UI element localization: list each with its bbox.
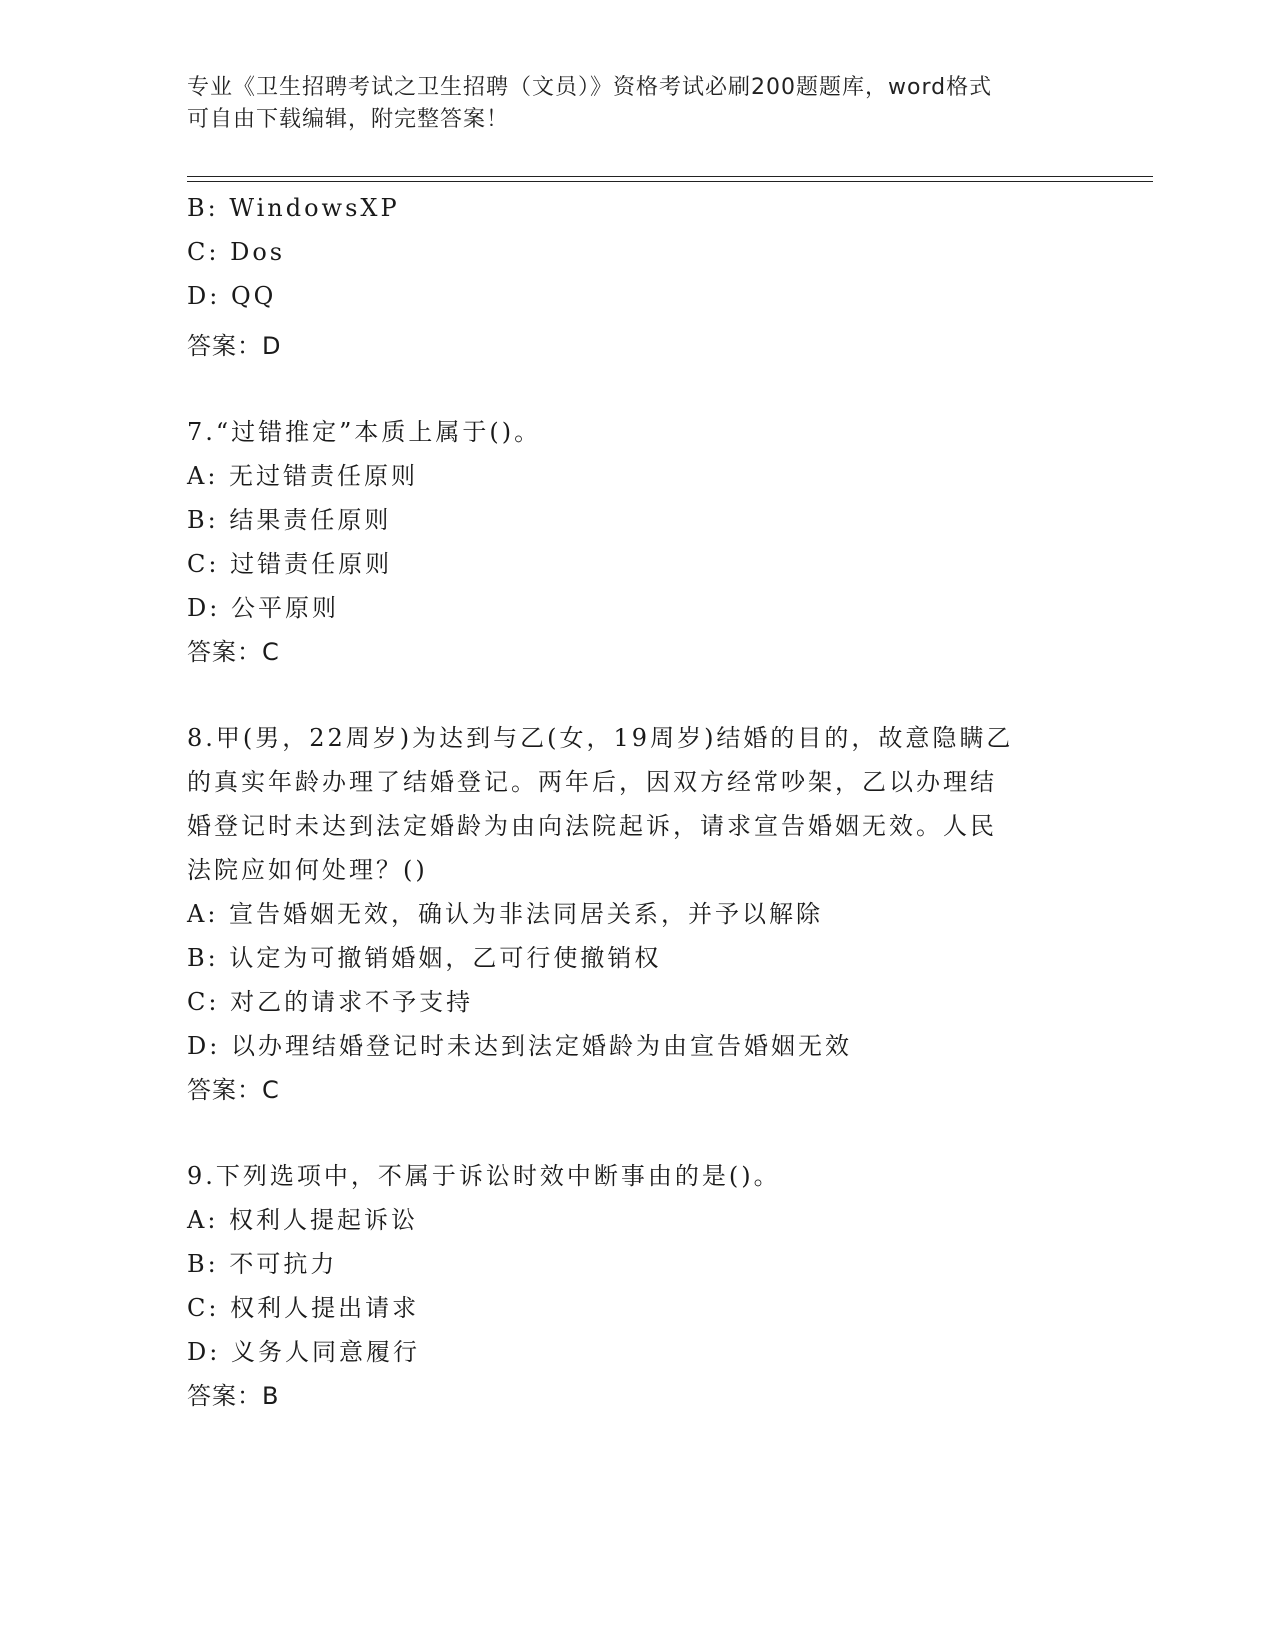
q8-stem-line-4: 法院应如何处理？() bbox=[187, 856, 428, 884]
q7-option-a: A: 无过错责任原则 bbox=[187, 462, 419, 490]
q9-answer: 答案：B bbox=[187, 1382, 280, 1410]
q9-option-c: C: 权利人提出请求 bbox=[187, 1294, 420, 1322]
q7-option-b: B: 结果责任原则 bbox=[187, 506, 392, 534]
q9-option-d: D: 义务人同意履行 bbox=[187, 1338, 420, 1366]
q8-stem-line-1: 8.甲(男，22周岁)为达到与乙(女，19周岁)结婚的目的，故意隐瞒乙 bbox=[187, 724, 1014, 752]
prev-option-b: B: WindowsXP bbox=[187, 194, 400, 222]
q9-option-b: B: 不可抗力 bbox=[187, 1250, 338, 1278]
q8-option-b: B: 认定为可撤销婚姻，乙可行使撤销权 bbox=[187, 944, 662, 972]
header-divider-bottom bbox=[187, 181, 1153, 182]
q7-option-c: C: 过错责任原则 bbox=[187, 550, 393, 578]
q8-option-d: D: 以办理结婚登记时未达到法定婚龄为由宣告婚姻无效 bbox=[187, 1032, 852, 1060]
q8-option-a: A: 宣告婚姻无效，确认为非法同居关系，并予以解除 bbox=[187, 900, 824, 928]
prev-answer: 答案：D bbox=[187, 332, 282, 360]
q9-option-a: A: 权利人提起诉讼 bbox=[187, 1206, 419, 1234]
q7-option-d: D: 公平原则 bbox=[187, 594, 339, 622]
q8-answer: 答案：C bbox=[187, 1076, 280, 1104]
prev-option-d: D: QQ bbox=[187, 282, 277, 310]
prev-option-c: C: Dos bbox=[187, 238, 286, 266]
q8-option-c: C: 对乙的请求不予支持 bbox=[187, 988, 474, 1016]
q9-stem: 9.下列选项中，不属于诉讼时效中断事由的是()。 bbox=[187, 1162, 781, 1190]
q7-stem: 7.“过错推定”本质上属于()。 bbox=[187, 418, 542, 446]
header-line-1: 专业《卫生招聘考试之卫生招聘（文员）》资格考试必刷200题题库，word格式 bbox=[187, 75, 993, 100]
q8-stem-line-3: 婚登记时未达到法定婚龄为由向法院起诉，请求宣告婚姻无效。人民 bbox=[187, 812, 997, 840]
document-header bbox=[187, 72, 1067, 136]
header-divider-top bbox=[187, 176, 1153, 177]
q8-stem-line-2: 的真实年龄办理了结婚登记。两年后，因双方经常吵架，乙以办理结 bbox=[187, 768, 997, 796]
q7-answer: 答案：C bbox=[187, 638, 280, 666]
header-line-2: 可自由下载编辑，附完整答案！ bbox=[187, 107, 510, 132]
